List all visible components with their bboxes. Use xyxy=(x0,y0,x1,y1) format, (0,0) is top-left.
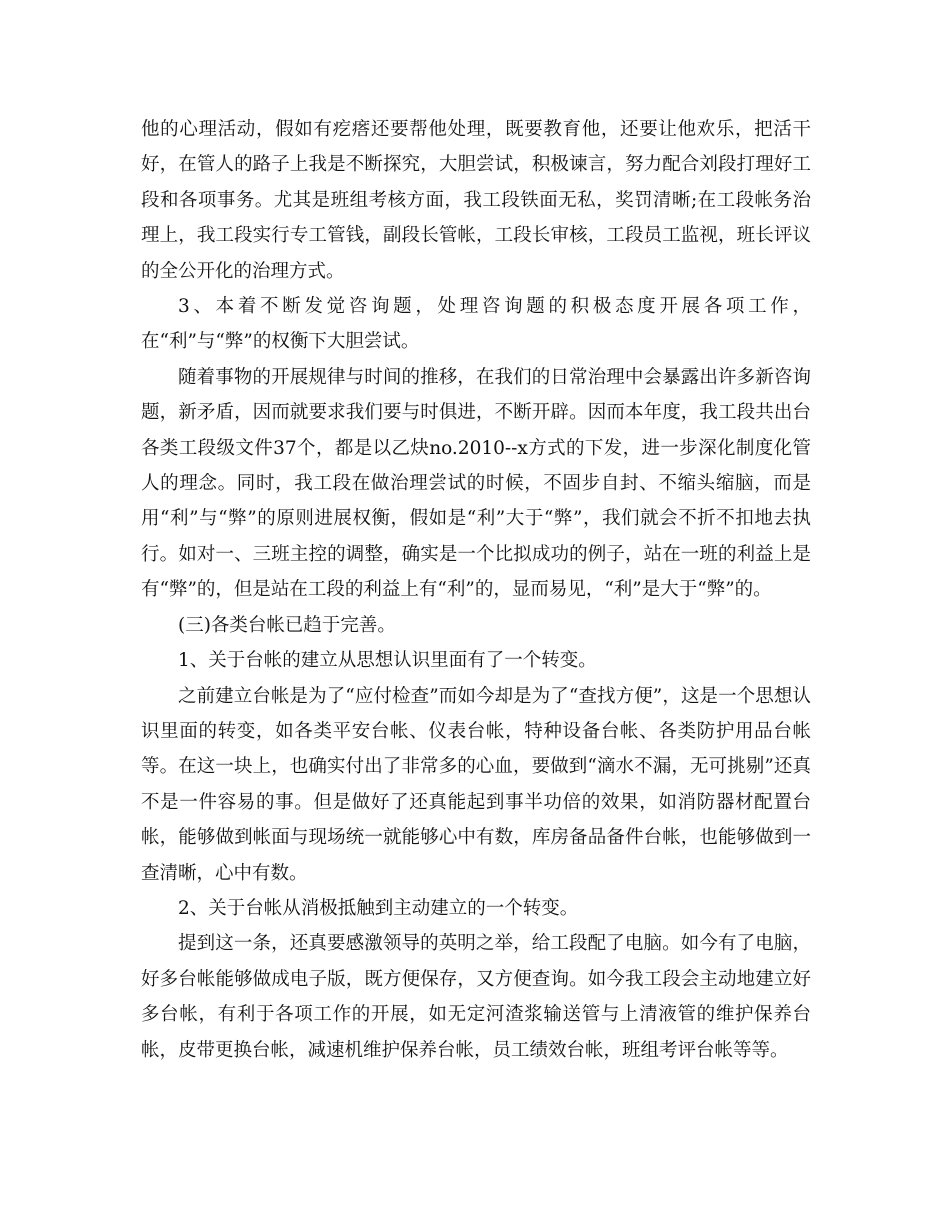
section-heading: (三)各类台帐已趋于完善。 xyxy=(178,614,396,636)
paragraph: 他的心理活动，假如有疙瘩还要帮他处理，既要教育他，还要让他欢乐，把活干好，在管人的路子上我是不断探究，大胆尝试，积极谏言，努力配合刘段打理好工段和各项事务。尤其是班组考核方面，我工段铁面无私，奖罚清晰;在工段帐务治理上，我工段实行专工管钱，副段长管帐，工段长审核，工段员工监视，班长评议的全公开化的治理方式。 xyxy=(141,119,811,282)
document-body xyxy=(141,112,811,1068)
subsection-heading: 1、关于台帐的建立从思想认识里面有了一个转变。 xyxy=(178,650,597,672)
paragraph: 之前建立台帐是为了“应付检查”而如今却是为了“查找方便”，这是一个思想认识里面的转变，如各类平安台帐、仪表台帐，特种设备台帐、各类防护用品台帐等。在这一块上，也确实付出了非常多的心血，要做到“滴水不漏，无可挑剔”还真不是一件容易的事。但是做好了还真能起到事半功倍的效果，如消防器材配置台帐，能够做到帐面与现场统一就能够心中有数，库房备品备件台帐，也能够做到一查清晰，心中有数。 xyxy=(141,685,811,884)
paragraph: 提到这一条，还真要感激领导的英明之举，给工段配了电脑。如今有了电脑，好多台帐能够做成电子版，既方便保存，又方便查询。如今我工段会主动地建立好多台帐，有利于各项工作的开展，如无定河渣浆输送管与上清液管的维护保养台帐，皮带更换台帐，减速机维护保养台帐，员工绩效台帐，班组考评台帐等等。 xyxy=(141,933,811,1061)
subsection-heading: 2、关于台帐从消极抵触到主动建立的一个转变。 xyxy=(178,897,579,919)
paragraph: 随着事物的开展规律与时间的推移，在我们的日常治理中会暴露出许多新咨询题，新矛盾，因而就要求我们要与时俱进，不断开辟。因而本年度，我工段共出台各类工段级文件37个，都是以乙炔no.2010--x方式的下发，进一步深化制度化管人的理念。同时，我工段在做治理尝试的时候，不固步自封、不缩头缩脑，而是用“利”与“弊”的原则进展权衡，假如是“利”大于“弊”，我们就会不折不扣地去执行。如对一、三班主控的调整，确实是一个比拟成功的例子，站在一班的利益上是有“弊”的，但是站在工段的利益上有“利”的，显而易见，“利”是大于“弊”的。 xyxy=(141,366,811,601)
paragraph: 3、本着不断发觉咨询题，处理咨询题的积极态度开展各项工作，在“利”与“弊”的权衡下大胆尝试。 xyxy=(141,296,811,353)
